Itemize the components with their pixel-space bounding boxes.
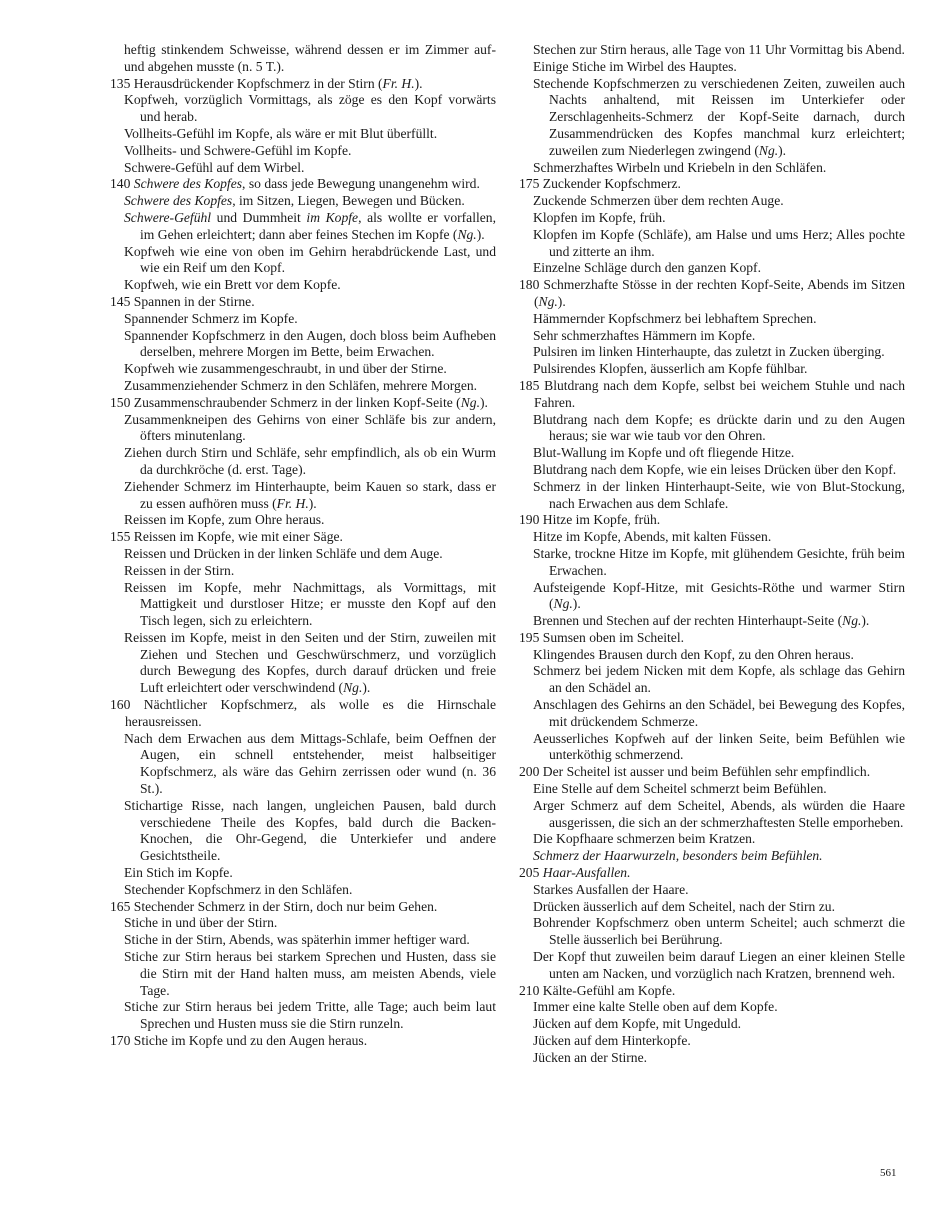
entry-text: und Dummheit <box>211 209 307 225</box>
entry-text: Reissen im Kopfe, meist in den Seiten und der Stirn, zuweilen mit Ziehen und Stechen und Geschwürschmerz, und vorzüglich durch Bewegung des Kopfes, durch darauf drücken und freie Luft erleichtert oder verschwindend ( <box>124 629 496 696</box>
entry-text: Stiche im Kopfe und zu den Augen heraus. <box>133 1033 368 1049</box>
symptom-entry <box>110 731 496 798</box>
symptom-entry <box>110 361 496 378</box>
italic-text: Haar-Ausfallen. <box>542 865 631 881</box>
symptom-entry <box>519 361 905 378</box>
symptom-entry <box>519 344 905 361</box>
symptom-entry <box>519 59 905 76</box>
entry-text: Brennen und Stechen auf der rechten Hinterhaupt-Seite ( <box>533 613 843 629</box>
entry-text: Sehr schmerzhaftes Hämmern im Kopfe. <box>533 327 756 343</box>
symptom-entry <box>110 311 496 328</box>
entry-number: 150 <box>110 394 131 410</box>
entry-text: ). <box>476 226 485 242</box>
symptom-entry <box>519 227 905 261</box>
entry-number: 190 <box>519 512 540 528</box>
entry-text: ). <box>778 142 787 158</box>
entry-text: Starke, trockne Hitze im Kopfe, mit glühendem Gesichte, früh beim Erwachen. <box>533 545 905 578</box>
entry-text: Klingendes Brausen durch den Kopf, zu den Ohren heraus. <box>533 646 854 662</box>
entry-text: Bohrender Kopfschmerz oben unterm Scheitel; auch schmerzt die Stelle äusserlich bei Berührung. <box>533 915 905 948</box>
numbered-symptom-entry <box>519 512 905 529</box>
symptom-entry <box>519 1016 905 1033</box>
symptom-entry <box>519 479 905 513</box>
numbered-symptom-entry <box>110 697 496 731</box>
entry-text: Aufsteigende Kopf-Hitze, mit Gesichts-Röthe und warmer Stirn ( <box>533 579 905 612</box>
entry-text: Stichartige Risse, nach langen, ungleichen Pausen, bald durch verschiedene Theile des Kopfes, bald durch die Backen-Knochen, die Ohr-Gegend, die Unterkiefer und andere Gesichtstheile. <box>124 797 496 864</box>
entry-text: ). <box>308 495 317 511</box>
italic-text: Ng. <box>842 613 862 629</box>
entry-text: Kälte-Gefühl am Kopfe. <box>542 982 676 998</box>
symptom-entry <box>110 932 496 949</box>
symptom-entry <box>110 328 496 362</box>
page-number: 561 <box>880 1167 897 1179</box>
entry-number: 155 <box>110 529 131 545</box>
entry-text: Einzelne Schläge durch den ganzen Kopf. <box>533 260 761 276</box>
entry-text: Spannender Kopfschmerz in den Augen, doch bloss beim Aufheben derselben, mehrere Morgen im Bette, beim Erwachen. <box>124 327 496 360</box>
symptom-entry <box>519 328 905 345</box>
entry-text: Jücken an der Stirne. <box>533 1049 648 1065</box>
symptom-entry <box>519 1050 905 1067</box>
numbered-symptom-entry <box>110 395 496 412</box>
symptom-entry <box>519 76 905 160</box>
entry-number: 185 <box>519 377 540 393</box>
entry-text: Spannender Schmerz im Kopfe. <box>124 310 298 326</box>
symptom-entry <box>110 915 496 932</box>
entry-text: Zusammenkneipen des Gehirns von einer Schläfe bis zur andern, öfters minutenlang. <box>124 411 496 444</box>
symptom-entry <box>110 580 496 630</box>
numbered-symptom-entry <box>519 630 905 647</box>
entry-text: Ziehen durch Stirn und Schläfe, sehr empfindlich, als ob ein Wurm da durchkröche (d. erst. Tage). <box>124 445 496 477</box>
numbered-symptom-entry <box>519 277 905 311</box>
entry-text: Stechender Kopfschmerz in den Schläfen. <box>124 881 353 897</box>
symptom-entry <box>110 126 496 143</box>
italic-text: Ng. <box>457 226 477 242</box>
entry-text: Reissen im Kopfe, zum Ohre heraus. <box>124 512 325 528</box>
entry-text: Kopfweh wie zusammengeschraubt, in und über der Stirne. <box>124 361 447 377</box>
entry-text: Kopfweh wie eine von oben im Gehirn herabdrückende Last, und wie ein Reif um den Kopf. <box>124 243 496 276</box>
entry-text: ). <box>572 596 581 612</box>
symptom-entry <box>519 412 905 446</box>
italic-text: im Kopfe <box>306 209 359 225</box>
entry-text: Vollheits-Gefühl im Kopfe, als wäre er mit Blut überfüllt. <box>124 125 438 141</box>
entry-text: Pulsiren im linken Hinterhaupte, das zuletzt in Zucken überging. <box>533 344 885 360</box>
entry-text: Zusammenschraubender Schmerz in der linken Kopf-Seite ( <box>133 394 461 410</box>
entry-text: Jücken auf dem Hinterkopfe. <box>533 1033 691 1049</box>
entry-text: Klopfen im Kopfe, früh. <box>533 209 666 225</box>
italic-text: Schwere des Kopfes <box>124 193 233 209</box>
entry-text: Reissen und Drücken in der linken Schläfe und dem Auge. <box>124 545 443 561</box>
numbered-symptom-entry <box>110 899 496 916</box>
entry-text: ). <box>557 293 566 309</box>
symptom-entry <box>519 999 905 1016</box>
symptom-entry <box>110 210 496 244</box>
symptom-entry <box>519 899 905 916</box>
italic-text: Schwere-Gefühl <box>124 209 212 225</box>
entry-number: 135 <box>110 75 131 91</box>
symptom-entry <box>519 613 905 630</box>
numbered-symptom-entry <box>519 378 905 412</box>
italic-text: Schwere des Kopfes <box>133 176 243 192</box>
entry-number: 195 <box>519 629 540 645</box>
symptom-entry <box>519 697 905 731</box>
symptom-entry <box>519 831 905 848</box>
symptom-entry <box>519 42 905 59</box>
italic-text: Fr. H. <box>382 75 415 91</box>
entry-number: 205 <box>519 865 540 881</box>
symptom-entry <box>110 512 496 529</box>
entry-text: Stechende Kopfschmerzen zu verschiedenen Zeiten, zuweilen auch Nachts anhaltend, mit Reissen im Unterkiefer oder Zerschlagenheits-Schmerz der Kopf-Seite darnach, durch Zusammendrücken des Kopfes manchmal kurz erleichtert; zuweilen zum Niederlegen zwingend ( <box>533 75 905 158</box>
entry-text: Hitze im Kopfe, früh. <box>542 512 661 528</box>
entry-number: 200 <box>519 764 540 780</box>
entry-text: Blutdrang nach dem Kopfe, wie ein leises Drücken über den Kopf. <box>533 461 897 477</box>
symptom-entry <box>110 143 496 160</box>
numbered-symptom-entry <box>519 865 905 882</box>
right-column <box>519 42 905 1067</box>
entry-text: Drücken äusserlich auf dem Scheitel, nach der Stirn zu. <box>533 898 835 914</box>
symptom-entry <box>110 865 496 882</box>
symptom-entry <box>110 445 496 479</box>
symptom-entry <box>110 999 496 1033</box>
symptom-entry <box>519 798 905 832</box>
symptom-entry <box>519 882 905 899</box>
italic-text: Ng. <box>553 596 573 612</box>
entry-text: Stiche zur Stirn heraus bei jedem Tritte, alle Tage; auch beim laut Sprechen und Husten muss sie die Stirn runzeln. <box>124 999 496 1032</box>
entry-text: , als wollte er vorfallen, im Gehen erleichtert; dann aber feines Stechen im Kopfe ( <box>140 209 496 242</box>
entry-text: Der Kopf thut zuweilen beim darauf Liegen an einer kleinen Stelle unten am Nacken, und vorzüglich nach Kratzen, brennend weh. <box>533 949 905 981</box>
entry-text: Anschlagen des Gehirns an den Schädel, bei Bewegung des Kopfes, mit drückendem Schmerze. <box>533 697 905 729</box>
entry-text: Der Scheitel ist ausser und beim Befühlen sehr empfindlich. <box>542 764 871 780</box>
entry-text: Zuckende Schmerzen über dem rechten Auge. <box>533 193 784 209</box>
entry-text: Hitze im Kopfe, Abends, mit kalten Füssen. <box>533 529 772 545</box>
symptom-entry <box>519 311 905 328</box>
entry-number: 170 <box>110 1033 131 1049</box>
entry-text: Hämmernder Kopfschmerz bei lebhaftem Sprechen. <box>533 310 817 326</box>
symptom-entry <box>110 160 496 177</box>
entry-text: Ein Stich im Kopfe. <box>124 865 233 881</box>
entry-text: Arger Schmerz auf dem Scheitel, Abends, als würden die Haare ausgerissen, die sich an der schmerzhaftesten Stelle emporheben. <box>533 797 905 830</box>
entry-number: 145 <box>110 293 131 309</box>
symptom-entry <box>519 781 905 798</box>
entry-text: , so dass jede Bewegung unangenehm wird. <box>242 176 480 192</box>
symptom-entry <box>110 563 496 580</box>
entry-text: Blutdrang nach dem Kopfe, selbst bei weichem Stuhle und nach Fahren. <box>534 377 905 410</box>
entry-text: heftig stinkendem Schweisse, während dessen er im Zimmer auf- und abgehen musste (n. 5 T.). <box>124 42 496 74</box>
entry-text: ). <box>479 394 488 410</box>
entry-text: Eine Stelle auf dem Scheitel schmerzt beim Befühlen. <box>533 781 827 797</box>
entry-number: 175 <box>519 176 540 192</box>
entry-text: Stiche in und über der Stirn. <box>124 915 278 931</box>
entry-text: Stiche in der Stirn, Abends, was späterhin immer heftiger ward. <box>124 932 470 948</box>
entry-text: Die Kopfhaare schmerzen beim Kratzen. <box>533 831 756 847</box>
symptom-entry <box>519 462 905 479</box>
entry-text: Jücken auf dem Kopfe, mit Ungeduld. <box>533 1016 742 1032</box>
italic-text: Ng. <box>343 680 363 696</box>
entry-number: 165 <box>110 898 131 914</box>
symptom-entry <box>110 92 496 126</box>
entry-text: Immer eine kalte Stelle oben auf dem Kopfe. <box>533 999 778 1015</box>
entry-text: Schmerz in der linken Hinterhaupt-Seite, wie von Blut-Stockung, nach Erwachen aus dem Schlafe. <box>533 478 905 511</box>
symptom-entry <box>110 949 496 999</box>
entry-text: ). <box>362 680 371 696</box>
italic-text: Ng. <box>538 293 558 309</box>
entry-text: ). <box>861 613 870 629</box>
numbered-symptom-entry <box>110 176 496 193</box>
symptom-entry <box>519 580 905 614</box>
italic-text: Schmerz der Haarwurzeln, besonders beim Befühlen. <box>533 848 823 864</box>
entry-text: Zuckender Kopfschmerz. <box>542 176 681 192</box>
entry-text: Nächtlicher Kopfschmerz, als wolle es die Hirnschale herausreissen. <box>125 697 496 729</box>
symptom-entry <box>519 260 905 277</box>
symptom-entry <box>110 546 496 563</box>
symptom-entry <box>519 546 905 580</box>
entry-text: Blut-Wallung im Kopfe und oft fliegende Hitze. <box>533 445 795 461</box>
italic-text: Fr. H. <box>276 495 309 511</box>
symptom-entry <box>110 882 496 899</box>
entry-text: Schmerzhaftes Wirbeln und Kriebeln in den Schläfen. <box>533 159 827 175</box>
entry-text: Reissen im Kopfe, wie mit einer Säge. <box>133 529 343 545</box>
entry-text: Nach dem Erwachen aus dem Mittags-Schlafe, beim Oeffnen der Augen, ein schnell entstehender, meist halbseitiger Kopfschmerz, als wäre das Gehirn zerrissen oder wund (n. 36 St.). <box>124 730 496 797</box>
entry-text: Aeusserliches Kopfweh auf der linken Seite, beim Befühlen wie unterköthig schmerzend. <box>533 730 905 763</box>
symptom-entry <box>519 663 905 697</box>
continued-entry <box>110 42 496 76</box>
entry-text: Starkes Ausfallen der Haare. <box>533 881 689 897</box>
symptom-entry <box>519 193 905 210</box>
symptom-entry <box>110 193 496 210</box>
entry-text: Stechen zur Stirn heraus, alle Tage von 11 Uhr Vormittag bis Abend. <box>533 42 905 57</box>
numbered-symptom-entry <box>110 294 496 311</box>
entry-text: , im Sitzen, Liegen, Bewegen und Bücken. <box>232 193 465 209</box>
entry-text: Vollheits- und Schwere-Gefühl im Kopfe. <box>124 142 352 158</box>
symptom-entry <box>110 277 496 294</box>
symptom-entry <box>110 479 496 513</box>
entry-number: 160 <box>110 697 131 713</box>
numbered-symptom-entry <box>519 983 905 1000</box>
italic-text: Ng. <box>758 142 779 158</box>
entry-text: Spannen in der Stirne. <box>133 293 255 309</box>
entry-text: Herausdrückender Kopfschmerz in der Stirn ( <box>133 75 383 91</box>
entry-number: 140 <box>110 176 131 192</box>
symptom-entry <box>519 445 905 462</box>
entry-number: 210 <box>519 982 540 998</box>
symptom-entry <box>110 244 496 278</box>
entry-text: Sumsen oben im Scheitel. <box>542 629 685 645</box>
symptom-entry <box>110 412 496 446</box>
italic-text: Ng. <box>460 394 480 410</box>
entry-text: ). <box>414 75 423 91</box>
entry-text: Kopfweh, vorzüglich Vormittags, als zöge es den Kopf vorwärts und herab. <box>124 92 496 125</box>
entry-text: Schmerz bei jedem Nicken mit dem Kopfe, als schlage das Gehirn an den Schädel an. <box>533 663 905 696</box>
entry-text: Schwere-Gefühl auf dem Wirbel. <box>124 159 305 175</box>
symptom-entry <box>519 915 905 949</box>
entry-text: Einige Stiche im Wirbel des Hauptes. <box>533 58 737 74</box>
entry-text: Schmerzhafte Stösse in der rechten Kopf-Seite, Abends im Sitzen ( <box>534 277 905 309</box>
symptom-entry <box>519 949 905 983</box>
symptom-entry <box>519 529 905 546</box>
numbered-symptom-entry <box>110 76 496 93</box>
entry-text: Klopfen im Kopfe (Schläfe), am Halse und ums Herz; Alles pochte und zitterte an ihm. <box>533 226 905 259</box>
entry-text: Reissen im Kopfe, mehr Nachmittags, als Vormittags, mit Mattigkeit und durstloser Hitze; er musste den Kopf auf den Tisch legen, sich zu erleichtern. <box>124 579 496 629</box>
symptom-entry <box>110 378 496 395</box>
symptom-entry <box>519 848 905 865</box>
symptom-entry <box>110 798 496 865</box>
entry-text: Stiche zur Stirn heraus bei starkem Sprechen und Husten, dass sie die Stirn mit der Hand halten muss, am meisten Abends, viele Tage. <box>124 949 496 998</box>
numbered-symptom-entry <box>519 176 905 193</box>
entry-text: Ziehender Schmerz im Hinterhaupte, beim Kauen so stark, dass er zu essen aufhören muss ( <box>124 478 496 511</box>
numbered-symptom-entry <box>519 764 905 781</box>
entry-text: Pulsirendes Klopfen, äusserlich am Kopfe fühlbar. <box>533 361 808 377</box>
left-column <box>110 42 496 1050</box>
symptom-entry <box>519 210 905 227</box>
numbered-symptom-entry <box>110 529 496 546</box>
symptom-entry <box>519 647 905 664</box>
symptom-entry <box>519 731 905 765</box>
entry-number: 180 <box>519 277 540 293</box>
symptom-entry <box>110 630 496 697</box>
entry-text: Kopfweh, wie ein Brett vor dem Kopfe. <box>124 277 341 293</box>
numbered-symptom-entry <box>110 1033 496 1050</box>
symptom-entry <box>519 1033 905 1050</box>
entry-text: Stechender Schmerz in der Stirn, doch nur beim Gehen. <box>133 898 438 914</box>
entry-text: Reissen in der Stirn. <box>124 562 235 578</box>
entry-text: Blutdrang nach dem Kopfe; es drückte darin und zu den Augen heraus; sie war wie taub vor den Ohren. <box>533 411 905 444</box>
entry-text: Zusammenziehender Schmerz in den Schläfen, mehrere Morgen. <box>124 377 478 393</box>
symptom-entry <box>519 160 905 177</box>
